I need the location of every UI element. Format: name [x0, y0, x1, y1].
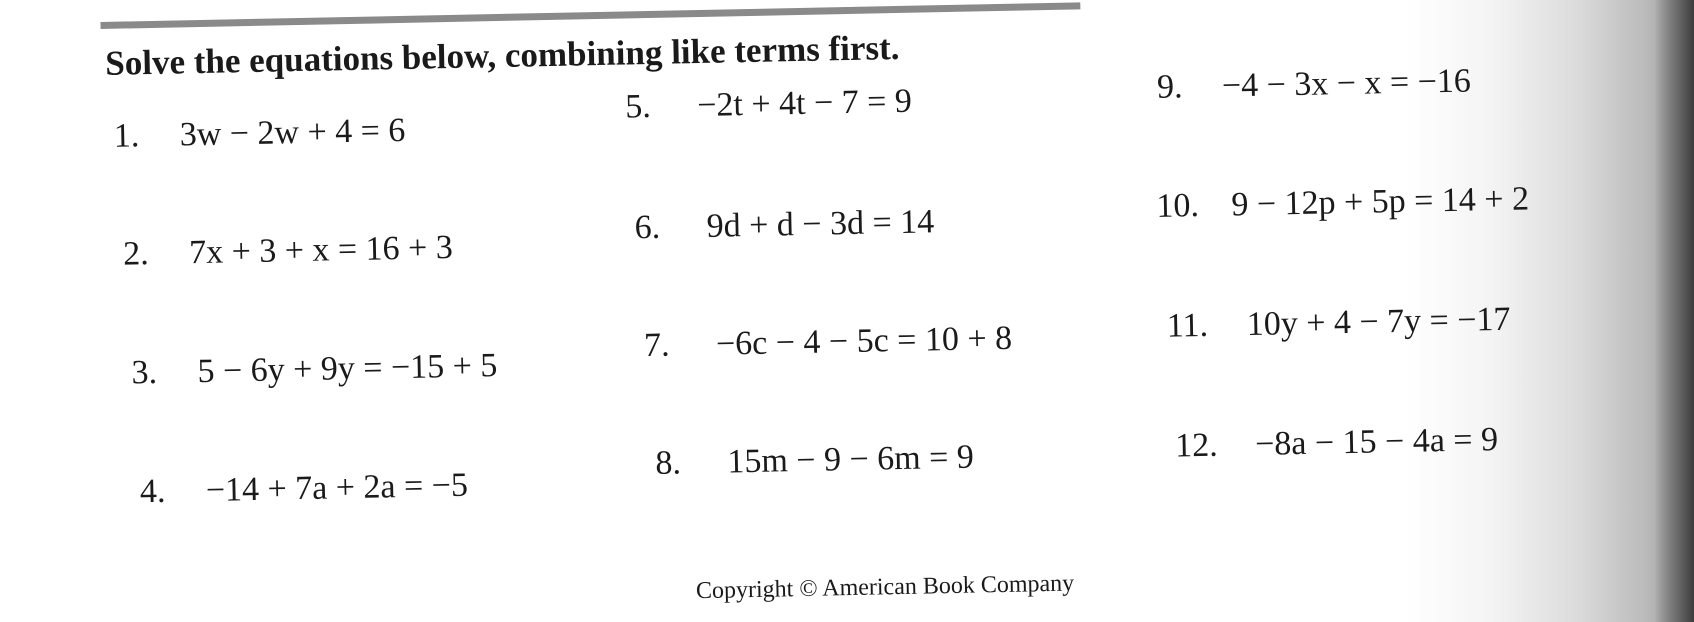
- problem-equation: −6c − 4 − 5c = 10 + 8: [715, 319, 1013, 363]
- problem-equation: 3w − 2w + 4 = 6: [179, 111, 406, 154]
- problem-10: [1156, 180, 1529, 225]
- problem-equation: −4 − 3x − x = −16: [1221, 62, 1472, 105]
- problem-number: 2.: [122, 235, 149, 273]
- problem-number: 7.: [643, 326, 670, 365]
- problem-4: [140, 467, 469, 512]
- problem-number: 4.: [139, 472, 166, 511]
- problem-8: [655, 439, 974, 483]
- problem-2: [123, 229, 453, 274]
- problem-number: 5.: [624, 87, 652, 126]
- problem-number: 8.: [655, 444, 682, 482]
- problem-equation: −14 + 7a + 2a = −5: [205, 466, 469, 509]
- problem-number: 9.: [1156, 68, 1183, 106]
- problem-equation: 7x + 3 + x = 16 + 3: [188, 228, 454, 272]
- problem-6: [634, 203, 934, 247]
- problem-number: 6.: [634, 208, 661, 247]
- problem-3: [131, 347, 498, 392]
- problem-number: 1.: [113, 117, 140, 155]
- problem-12: [1175, 421, 1499, 465]
- top-rule: [100, 2, 1080, 29]
- problem-equation: 5 − 6y + 9y = −15 + 5: [197, 347, 498, 391]
- problem-equation: 15m − 9 − 6m = 9: [727, 438, 975, 481]
- problem-equation: 9d + d − 3d = 14: [706, 203, 935, 245]
- copyright-footer: Copyright © American Book Company: [695, 570, 1075, 605]
- problem-1: [113, 112, 405, 156]
- problem-number: 3.: [131, 353, 158, 392]
- problem-equation: 10y + 4 − 7y = −17: [1246, 300, 1511, 344]
- problem-7: [644, 320, 1013, 365]
- problem-equation: −8a − 15 − 4a = 9: [1254, 421, 1499, 463]
- problem-equation: −2t + 4t − 7 = 9: [696, 82, 913, 125]
- problem-number: 10.: [1156, 186, 1200, 225]
- problem-5: [625, 83, 912, 127]
- instructions-heading: Solve the equations below, combining like terms first.: [104, 27, 900, 83]
- problem-number: 11.: [1166, 306, 1209, 345]
- problem-number: 12.: [1174, 426, 1219, 465]
- problem-equation: 9 − 12p + 5p = 14 + 2: [1230, 180, 1530, 224]
- problem-11: [1166, 301, 1510, 346]
- problem-9: [1157, 63, 1472, 107]
